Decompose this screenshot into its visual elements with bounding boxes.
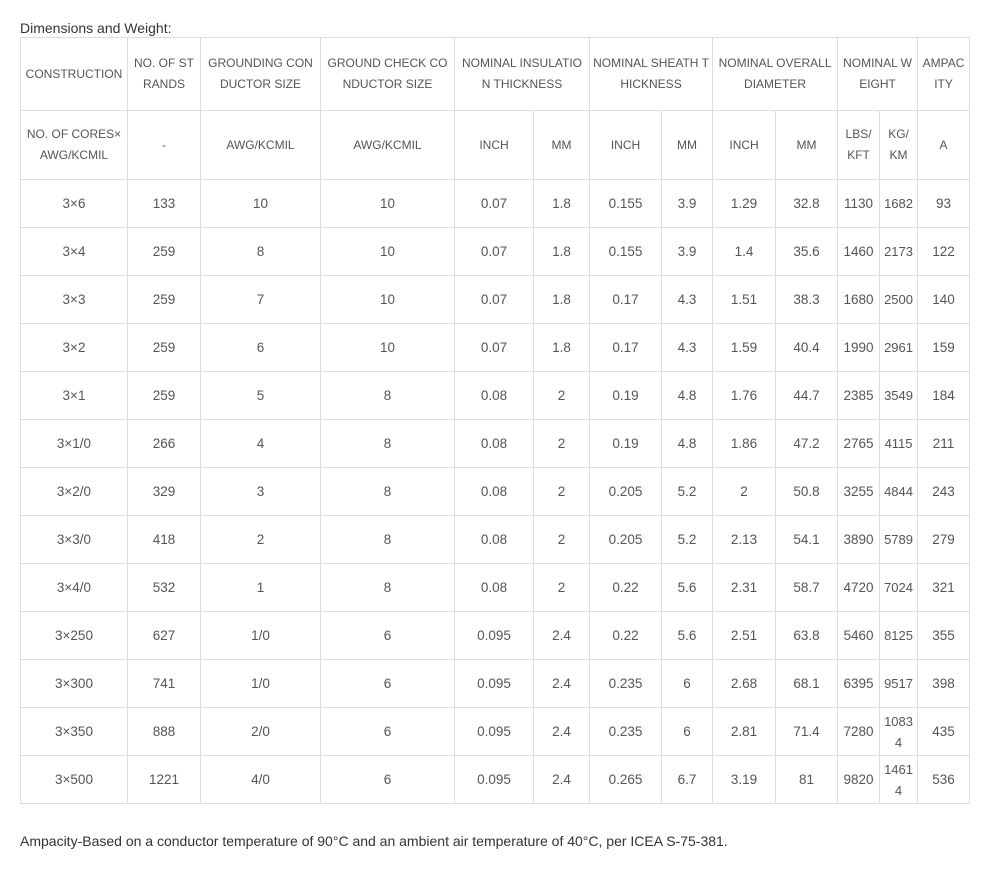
unit-cell: NO. OF CORES×AWG/KCMIL — [21, 111, 128, 180]
table-cell: 0.265 — [590, 756, 662, 804]
table-cell: 10 — [321, 324, 455, 372]
table-cell: 3×4 — [21, 228, 128, 276]
table-cell: 0.08 — [455, 468, 534, 516]
table-cell: 1460 — [838, 228, 880, 276]
table-cell: 2 — [534, 420, 590, 468]
table-cell: 32.8 — [776, 180, 838, 228]
table-cell: 6 — [321, 756, 455, 804]
table-cell: 6 — [662, 660, 713, 708]
table-cell: 1.59 — [713, 324, 776, 372]
table-cell: 0.17 — [590, 276, 662, 324]
table-row — [21, 468, 970, 516]
table-cell: 3×2/0 — [21, 468, 128, 516]
table-cell: 3×3 — [21, 276, 128, 324]
table-cell: 0.07 — [455, 276, 534, 324]
table-cell: 2 — [534, 516, 590, 564]
table-cell: 0.095 — [455, 756, 534, 804]
header-sheath-thickness: NOMINAL SHEATH THICKNESS — [590, 38, 713, 111]
table-cell: 0.08 — [455, 516, 534, 564]
table-cell: 0.155 — [590, 180, 662, 228]
table-cell: 0.205 — [590, 468, 662, 516]
table-cell: 68.1 — [776, 660, 838, 708]
table-cell: 47.2 — [776, 420, 838, 468]
table-cell: 1130 — [838, 180, 880, 228]
table-cell: 0.235 — [590, 708, 662, 756]
table-cell: 259 — [128, 276, 201, 324]
table-cell: 0.17 — [590, 324, 662, 372]
table-cell: 5.2 — [662, 516, 713, 564]
dimensions-weight-table — [20, 37, 970, 804]
table-cell: 2.81 — [713, 708, 776, 756]
table-cell: 536 — [918, 756, 970, 804]
table-cell: 2500 — [880, 276, 918, 324]
table-cell: 7024 — [880, 564, 918, 612]
table-cell: 3.9 — [662, 180, 713, 228]
table-cell: 1221 — [128, 756, 201, 804]
table-cell: 888 — [128, 708, 201, 756]
table-cell: 5.6 — [662, 612, 713, 660]
table-cell: 0.22 — [590, 564, 662, 612]
unit-cell: - — [128, 111, 201, 180]
header-grounding-conductor-size: GROUNDING CONDUCTOR SIZE — [201, 38, 321, 111]
table-cell: 10 — [321, 180, 455, 228]
table-cell: 6 — [662, 708, 713, 756]
table-cell: 7 — [201, 276, 321, 324]
header-ground-check-conductor-size: GROUND CHECK CONDUCTOR SIZE — [321, 38, 455, 111]
table-cell: 4/0 — [201, 756, 321, 804]
table-cell: 44.7 — [776, 372, 838, 420]
table-cell: 0.08 — [455, 420, 534, 468]
table-cell: 3×1 — [21, 372, 128, 420]
table-cell: 5.2 — [662, 468, 713, 516]
table-cell: 2.68 — [713, 660, 776, 708]
unit-cell: AWG/KCMIL — [201, 111, 321, 180]
table-cell: 3×2 — [21, 324, 128, 372]
table-cell: 0.07 — [455, 180, 534, 228]
table-cell: 6 — [321, 660, 455, 708]
table-cell: 8 — [321, 372, 455, 420]
table-body — [21, 180, 970, 804]
table-cell: 40.4 — [776, 324, 838, 372]
table-cell: 1/0 — [201, 660, 321, 708]
table-cell: 243 — [918, 468, 970, 516]
unit-cell: MM — [534, 111, 590, 180]
table-cell: 5.6 — [662, 564, 713, 612]
table-cell: 8 — [201, 228, 321, 276]
table-cell: 1.8 — [534, 228, 590, 276]
table-cell: 0.155 — [590, 228, 662, 276]
table-cell: 1.29 — [713, 180, 776, 228]
table-cell: 4720 — [838, 564, 880, 612]
table-cell: 93 — [918, 180, 970, 228]
unit-cell: AWG/KCMIL — [321, 111, 455, 180]
header-row-primary — [21, 38, 970, 111]
table-cell: 6395 — [838, 660, 880, 708]
table-row — [21, 516, 970, 564]
table-cell: 0.08 — [455, 372, 534, 420]
table-cell: 0.22 — [590, 612, 662, 660]
table-row — [21, 180, 970, 228]
table-cell: 0.205 — [590, 516, 662, 564]
table-cell: 3×6 — [21, 180, 128, 228]
table-cell: 54.1 — [776, 516, 838, 564]
table-cell: 1.4 — [713, 228, 776, 276]
table-cell: 266 — [128, 420, 201, 468]
table-cell: 9820 — [838, 756, 880, 804]
table-cell: 9517 — [880, 660, 918, 708]
table-cell: 2 — [713, 468, 776, 516]
table-cell: 1.86 — [713, 420, 776, 468]
table-cell: 2.4 — [534, 612, 590, 660]
table-caption: Dimensions and Weight: — [20, 20, 172, 36]
table-cell: 5789 — [880, 516, 918, 564]
table-row — [21, 612, 970, 660]
table-cell: 4.3 — [662, 276, 713, 324]
table-cell: 1682 — [880, 180, 918, 228]
table-cell: 71.4 — [776, 708, 838, 756]
table-cell: 1.8 — [534, 324, 590, 372]
table-cell: 435 — [918, 708, 970, 756]
table-cell: 4.3 — [662, 324, 713, 372]
table-cell: 3×300 — [21, 660, 128, 708]
unit-cell: KG/ KM — [880, 111, 918, 180]
table-cell: 3890 — [838, 516, 880, 564]
header-nominal-weight: NOMINAL WEIGHT — [838, 38, 918, 111]
table-cell: 2173 — [880, 228, 918, 276]
table-cell: 398 — [918, 660, 970, 708]
table-cell: 1.76 — [713, 372, 776, 420]
table-cell: 50.8 — [776, 468, 838, 516]
unit-cell: INCH — [590, 111, 662, 180]
table-cell: 1 — [201, 564, 321, 612]
table-cell: 133 — [128, 180, 201, 228]
table-cell: 1.51 — [713, 276, 776, 324]
table-cell: 259 — [128, 228, 201, 276]
table-cell: 6.7 — [662, 756, 713, 804]
table-cell: 0.19 — [590, 372, 662, 420]
table-cell: 259 — [128, 324, 201, 372]
table-cell: 741 — [128, 660, 201, 708]
table-cell: 10 — [321, 228, 455, 276]
table-cell: 3.19 — [713, 756, 776, 804]
table-row — [21, 756, 970, 804]
header-overall-diameter: NOMINAL OVERALL DIAMETER — [713, 38, 838, 111]
header-construction: CONSTRUCTION — [21, 38, 128, 111]
table-cell: 3×4/0 — [21, 564, 128, 612]
table-cell: 0.19 — [590, 420, 662, 468]
table-cell: 8 — [321, 516, 455, 564]
table-cell: 2.4 — [534, 756, 590, 804]
table-cell: 35.6 — [776, 228, 838, 276]
header-ampacity: AMPACITY — [918, 38, 970, 111]
table-cell: 532 — [128, 564, 201, 612]
table-cell: 4.8 — [662, 372, 713, 420]
ampacity-footnote: Ampacity-Based on a conductor temperature of 90°C and an ambient air temperature of 40°C, per ICEA S-75-381. — [20, 833, 728, 849]
table-cell: 0.095 — [455, 708, 534, 756]
table-cell: 1990 — [838, 324, 880, 372]
table-cell: 81 — [776, 756, 838, 804]
table-cell: 3549 — [880, 372, 918, 420]
table-cell: 2.51 — [713, 612, 776, 660]
table-cell: 6 — [201, 324, 321, 372]
table-cell: 329 — [128, 468, 201, 516]
table-row — [21, 372, 970, 420]
table-cell: 5460 — [838, 612, 880, 660]
table-row — [21, 420, 970, 468]
table-cell: 2.4 — [534, 708, 590, 756]
table-cell: 7280 — [838, 708, 880, 756]
table-cell: 0.095 — [455, 612, 534, 660]
table-cell: 3×500 — [21, 756, 128, 804]
unit-cell: MM — [662, 111, 713, 180]
table-cell: 259 — [128, 372, 201, 420]
table-cell: 2.31 — [713, 564, 776, 612]
table-cell: 418 — [128, 516, 201, 564]
table-cell: 58.7 — [776, 564, 838, 612]
table-cell: 8125 — [880, 612, 918, 660]
table-cell: 38.3 — [776, 276, 838, 324]
table-cell: 6 — [321, 708, 455, 756]
table-cell: 2 — [534, 564, 590, 612]
unit-cell: INCH — [455, 111, 534, 180]
table-cell: 184 — [918, 372, 970, 420]
table-row — [21, 564, 970, 612]
header-strands: NO. OF STRANDS — [128, 38, 201, 111]
table-cell: 0.095 — [455, 660, 534, 708]
unit-cell: A — [918, 111, 970, 180]
table-cell: 627 — [128, 612, 201, 660]
table-cell: 122 — [918, 228, 970, 276]
table-cell: 3 — [201, 468, 321, 516]
table-cell: 159 — [918, 324, 970, 372]
header-insulation-thickness: NOMINAL INSULATION THICKNESS — [455, 38, 590, 111]
table-cell: 2 — [534, 372, 590, 420]
table-cell: 2 — [534, 468, 590, 516]
table-cell: 0.07 — [455, 228, 534, 276]
table-row — [21, 276, 970, 324]
table-row — [21, 708, 970, 756]
table-cell: 8 — [321, 564, 455, 612]
table-cell: 211 — [918, 420, 970, 468]
table-cell: 3×350 — [21, 708, 128, 756]
table-cell: 1.8 — [534, 276, 590, 324]
table-row — [21, 324, 970, 372]
unit-cell: INCH — [713, 111, 776, 180]
table-cell: 355 — [918, 612, 970, 660]
table-cell: 10 — [201, 180, 321, 228]
table-cell: 1680 — [838, 276, 880, 324]
table-cell: 1.8 — [534, 180, 590, 228]
table-cell: 3255 — [838, 468, 880, 516]
table-cell: 3×3/0 — [21, 516, 128, 564]
table-row — [21, 228, 970, 276]
table-cell: 0.07 — [455, 324, 534, 372]
table-cell: 10834 — [880, 708, 918, 756]
table-cell: 321 — [918, 564, 970, 612]
table-cell: 3.9 — [662, 228, 713, 276]
table-cell: 3×250 — [21, 612, 128, 660]
table-cell: 2385 — [838, 372, 880, 420]
table-cell: 0.08 — [455, 564, 534, 612]
table-cell: 5 — [201, 372, 321, 420]
table-cell: 4115 — [880, 420, 918, 468]
unit-cell: LBS/ KFT — [838, 111, 880, 180]
table-cell: 2961 — [880, 324, 918, 372]
table-cell: 2.4 — [534, 660, 590, 708]
table-cell: 8 — [321, 468, 455, 516]
table-cell: 4.8 — [662, 420, 713, 468]
table-cell: 6 — [321, 612, 455, 660]
table-cell: 2 — [201, 516, 321, 564]
table-cell: 8 — [321, 420, 455, 468]
table-cell: 2765 — [838, 420, 880, 468]
unit-cell: MM — [776, 111, 838, 180]
header-row-units — [21, 111, 970, 180]
table-cell: 63.8 — [776, 612, 838, 660]
table-cell: 140 — [918, 276, 970, 324]
table-cell: 0.235 — [590, 660, 662, 708]
table-cell: 2.13 — [713, 516, 776, 564]
table-row — [21, 660, 970, 708]
table-cell: 10 — [321, 276, 455, 324]
table-cell: 2/0 — [201, 708, 321, 756]
table-cell: 279 — [918, 516, 970, 564]
table-cell: 4844 — [880, 468, 918, 516]
table-cell: 3×1/0 — [21, 420, 128, 468]
table-cell: 1/0 — [201, 612, 321, 660]
table-cell: 4 — [201, 420, 321, 468]
table-cell: 14614 — [880, 756, 918, 804]
